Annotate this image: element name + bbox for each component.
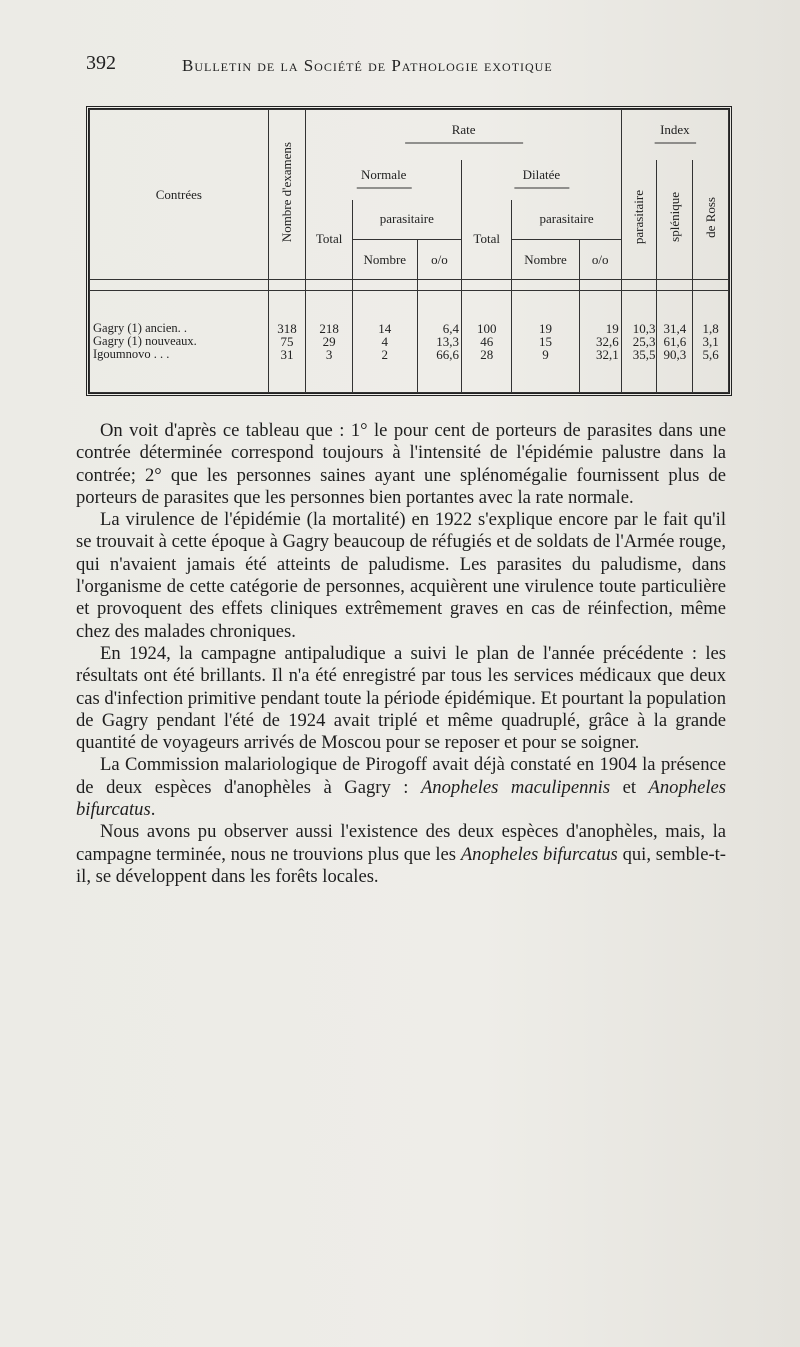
col-index-parasitaire: 10,3 25,3 35,5 <box>621 291 657 393</box>
running-title: Bulletin de la Société de Pathologie exotique <box>182 56 553 75</box>
dilatee-brace-icon: ⎯⎯⎯⎯⎯⎯⎯⎯⎯⎯⎯⎯ <box>514 181 569 194</box>
row-labels <box>90 291 269 393</box>
col-dilatee-pct: 19 32,6 32,1 <box>579 291 621 393</box>
body-text <box>76 420 726 888</box>
page-number: 392 <box>86 52 116 74</box>
page-header <box>86 52 736 84</box>
table-row-data <box>90 291 729 393</box>
header-contrees: Contrées <box>90 110 269 280</box>
col-index-splenique: 31,4 61,6 90,3 <box>657 291 693 393</box>
species-name: Anopheles bifurcatus <box>76 776 726 821</box>
header-index: Index ⎯⎯⎯⎯⎯⎯⎯⎯⎯ <box>621 110 728 160</box>
data-table <box>89 109 729 393</box>
col-examens: 318 75 31 <box>268 291 306 393</box>
table-row-label: Gagry (1) ancien. . <box>93 321 188 335</box>
header-normale-total: Total <box>306 200 352 280</box>
header-index-ross: de Ross <box>693 160 729 280</box>
col-dilatee-nombre: 19 15 9 <box>512 291 579 393</box>
header-normale-pct: o/o <box>417 240 461 280</box>
col-dilatee-total: 100 46 28 <box>461 291 511 393</box>
paragraph: En 1924, la campagne antipaludique a suivi le plan de l'année précédente : les résultats ont été brillants. Il n'a été enregistré par tous les services médicaux que deux cas d'infection primitive pendant toute la période épidémique. Et pourtant la population de Gagry pendant l'été de 1924 avait triplé et même quadruplé, grâce à la grande quantité de voyageurs arrivés de Moscou pour se reposer et pour se soigner. <box>76 642 726 754</box>
header-dilatee-pct: o/o <box>579 240 621 280</box>
table-row-label: Igoumnovo . . . <box>93 347 170 361</box>
paragraph: La virulence de l'épidémie (la mortalité) en 1922 s'explique encore par le fait qu'il se trouvait à cette époque à Gagry beaucoup de réfugiés et de soldats de l'Armée rouge, qui n'avaient jamais été atteints de paludisme. Les parasites du paludisme, dans l'organisme de cette catégorie de personnes, acquièrent une virulence toute particulière et provoquent des effets cliniques extrêmement graves en cas de réinfection, même chez des malades chroniques. <box>76 509 726 642</box>
index-brace-icon: ⎯⎯⎯⎯⎯⎯⎯⎯⎯ <box>654 136 696 149</box>
header-dilatee-total: Total <box>461 200 511 280</box>
header-normale-nombre: Nombre <box>352 240 417 280</box>
col-normale-pct: 6,4 13,3 66,6 <box>417 291 461 393</box>
normale-brace-icon: ⎯⎯⎯⎯⎯⎯⎯⎯⎯⎯⎯⎯ <box>356 181 411 194</box>
header-dilatee: Dilatée ⎯⎯⎯⎯⎯⎯⎯⎯⎯⎯⎯⎯ <box>461 160 621 200</box>
table-row-label: Gagry (1) nouveaux. <box>93 334 197 348</box>
rate-brace-icon: ⎯⎯⎯⎯⎯⎯⎯⎯⎯⎯⎯⎯⎯⎯⎯⎯⎯⎯⎯⎯⎯⎯⎯⎯⎯⎯ <box>405 136 523 149</box>
col-normale-nombre: 14 4 2 <box>352 291 417 393</box>
header-rate: Rate ⎯⎯⎯⎯⎯⎯⎯⎯⎯⎯⎯⎯⎯⎯⎯⎯⎯⎯⎯⎯⎯⎯⎯⎯⎯⎯ <box>306 110 621 160</box>
header-nombre-examens: Nombre d'examens <box>268 110 306 280</box>
data-table-frame <box>86 106 732 396</box>
header-normale: Normale ⎯⎯⎯⎯⎯⎯⎯⎯⎯⎯⎯⎯ <box>306 160 462 200</box>
col-index-ross: 1,8 3,1 5,6 <box>693 291 729 393</box>
header-dilatee-nombre: Nombre <box>512 240 579 280</box>
paragraph: On voit d'après ce tableau que : 1° le pour cent de porteurs de parasites dans une contrée déterminée correspond toujours à l'intensité de l'épidémie palustre dans la contrée; 2° que les personnes saines ayant une splénomégalie fournissent plus de porteurs de parasites que les personnes bien portantes avec la rate normale. <box>76 420 726 508</box>
paragraph: La Commission malariologique de Pirogoff avait déjà constaté en 1904 la présence de deux espèces d'anophèles à Gagry : Anopheles maculipennis et Anopheles bifurcatus. <box>76 754 726 821</box>
header-index-splenique: splénique <box>657 160 693 280</box>
header-normale-parasitaire: parasitaire <box>352 200 461 240</box>
header-dilatee-parasitaire: parasitaire <box>512 200 621 240</box>
paragraph: Nous avons pu observer aussi l'existence des deux espèces d'anophèles, mais, la campagne terminée, nous ne trouvions plus que les Anopheles bifurcatus qui, semble-t-il, se développent dans les forêts locales. <box>76 821 726 887</box>
col-normale-total: 218 29 3 <box>306 291 352 393</box>
species-name: Anopheles bifurcatus <box>460 843 618 865</box>
species-name: Anopheles maculipennis <box>420 776 611 798</box>
header-index-parasitaire: parasitaire <box>621 160 657 280</box>
